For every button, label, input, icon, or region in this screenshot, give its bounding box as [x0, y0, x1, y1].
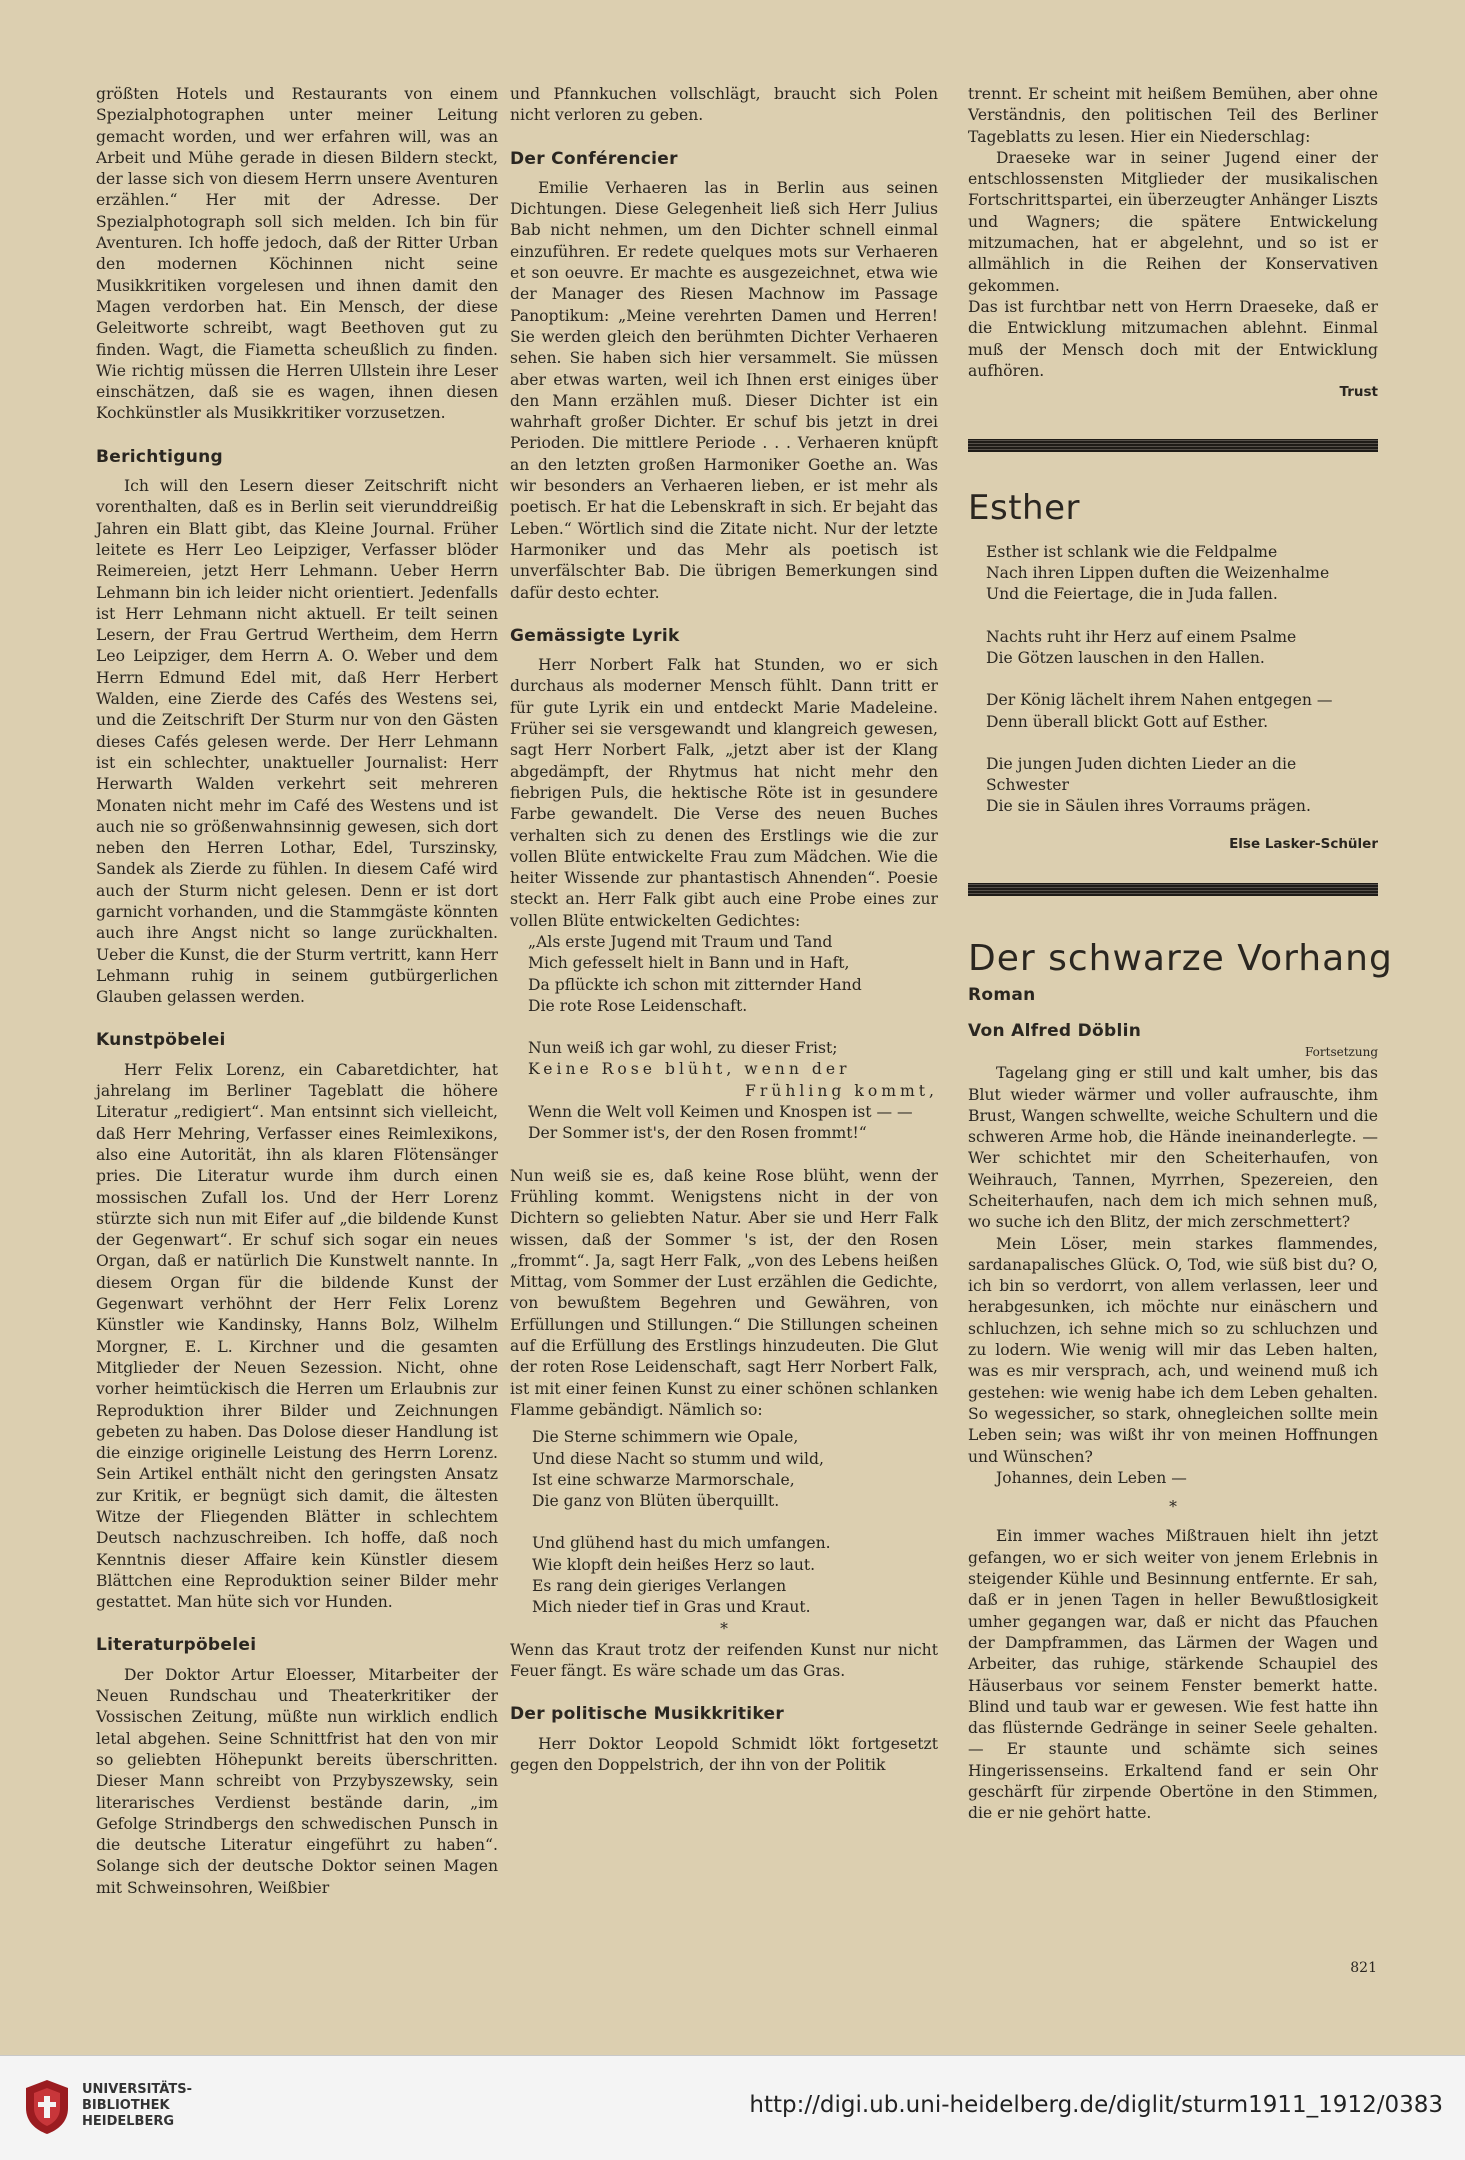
- poem-line: Und die Feiertage, die in Juda fallen.: [986, 585, 1278, 604]
- signature-lasker-schueler: Else Lasker-Schüler: [1229, 835, 1378, 852]
- heading-literaturpoebelei: Literaturpöbelei: [96, 1635, 257, 1656]
- footer-bar: [0, 2055, 1465, 2160]
- poem-line: Die ganz von Blüten überquillt.: [532, 1492, 780, 1511]
- column-left: [96, 84, 498, 1899]
- quoted-verse: [532, 1427, 938, 1618]
- divider-rule: [968, 883, 1378, 896]
- poem-line: Mich gefesselt hielt in Bann und in Haft,: [528, 954, 850, 973]
- column-middle: [510, 84, 938, 1776]
- quote-paragraph: Draeseke war in seiner Jugend einer der entschlossensten Mitglieder der musikalischen Fortschrittspartei, ein überzeugter Anhänger Liszts und Wagners; die spätere Entwickelung mitzumachen, hat er abgelehnt, und so ist er allmählich in die Reihen der Konservativen gekommen.: [968, 148, 1378, 295]
- paragraph: Ich will den Lesern dieser Zeitschrift nicht vorenthalten, daß es in Berlin seit vierunddreißig Jahren ein Blatt gibt, das Kleine Journal. Früher leitete es Herr Leo Leipziger, Verfasser blöder Reimereien, jetzt Herr Lehmann. Ueber Herrn Lehmann bin ich leider nicht orientiert. Jedenfalls ist Herr Lehmann nicht aktuell. Er teilt seinen Lesern, der Frau Gertrud Wertheim, dem Herrn Leo Leipziger, dem Herrn A. O. Weber und dem Herrn Edmund Edel mit, daß Herr Herbert Walden, eine Zierde des Cafés des Westens sei, und die Zeitschrift Der Sturm nur von den Gästen dieses Cafés gelesen werde. Der Herr Lehmann ist ein schlechter, unaktueller Journalist: Herr Herwarth Walden verkehrt seit mehreren Monaten nicht mehr im Café des Westens und ist auch nie so größenwahnsinnig gewesen, sich dort neben den Herren Lothar, Edel, Turszinsky, Sandek als Zierde zu fühlen. In diesem Café wird auch der Sturm nicht gelesen. Denn er ist dort garnicht vorhanden, und die Stammgäste könnten auch ihre Angst nicht so lange zurückhalten. Ueber die Kunst, die der Sturm vertritt, kann Herr Lehmann ruhig in seinem gutbürgerlichen Glauben gelassen werden.: [96, 477, 498, 1007]
- paragraph: Herr Norbert Falk hat Stunden, wo er sich durchaus als moderner Mensch fühlt. Dann tritt er für gute Lyrik ein und entdeckt Marie Madeleine. Früher sei sie versgewandt und klangreich gewesen, sagt Herr Norbert Falk, „jetzt aber ist der Klang abgedämpft, der Rhytmus hat nicht mehr den fiebrigen Puls, die hektische Röte ist in gesundere Farbe gewandelt. Die Verse des neuen Buches verhalten sich zu denen des Erstlings wie die zur vollen Blüte entwickelte Frau zum Mädchen. Wie die heiter Wissende zur phantastisch Ahnenden“. Poesie steckt an. Herr Falk gibt auch eine Probe eines zur vollen Blüte entwickelten Gedichtes:: [510, 656, 938, 930]
- poem-line: Und glühend hast du mich umfangen.: [532, 1534, 831, 1553]
- paragraph: Emilie Verhaeren las in Berlin aus seinen Dichtungen. Diese Gelegenheit ließ sich Herr Julius Bab nicht nehmen, um den Dichter schnell einmal einzuführen. Er redete quelques mots sur Verhaeren et son oeuvre. Er machte es ausgezeichnet, etwa wie der Manager des Riesen Machnow im Passage Panoptikum: „Meine verehrten Damen und Herren! Sie werden gleich den berühmten Dichter Verhaeren sehen. Sie haben sich hier versammelt. Sie müssen aber etwas warten, weil ich Ihnen erst einiges über den Mann erzählen muß. Dieser Dichter ist ein wahrhaft großer Dichter. Er schuf bis jetzt in drei Perioden. Die mittlere Periode . . . Verhaeren knüpft an den letzten großen Harmoniker Goethe an. Was wir besonders an Verhaeren lieben, er ist mehr als poetisch. Er hat die Lebenskraft in sich. Er bejaht das Leben.“ Wörtlich sind die Zitate nicht. Nur der letzte Harmoniker und das Mehr als poetisch ist unverfälschter Bab. Die übrigen Bemerkungen sind dafür desto echter.: [510, 178, 938, 602]
- poem-line: Nach ihren Lippen duften die Weizenhalme: [986, 564, 1330, 583]
- heading-gemaessigte-lyrik: Gemässigte Lyrik: [510, 625, 680, 646]
- poem-line: Mich nieder tief in Gras und Kraut.: [532, 1598, 811, 1617]
- page-number: 821: [1350, 1960, 1377, 1976]
- poem-line: Die jungen Juden dichten Lieder an die Schwester: [986, 754, 1297, 795]
- section-star: *: [1169, 1498, 1177, 1517]
- poem-line: Wie klopft dein heißes Herz so laut.: [532, 1555, 816, 1574]
- signature-trust: Trust: [1339, 384, 1378, 401]
- poem-line: Die rote Rose Leidenschaft.: [528, 996, 748, 1015]
- paragraph: und Pfannkuchen vollschlägt, braucht sich Polen nicht verloren zu geben.: [510, 85, 938, 125]
- heading-berichtigung: Berichtigung: [96, 446, 223, 467]
- poem-title-esther: Esther: [968, 488, 1080, 529]
- poem-line: Da pflückte ich schon mit zitternder Hand: [528, 975, 862, 994]
- paragraph: Tagelang ging er still und kalt umher, bis das Blut wieder wärmer und voller aufrauschte, ihm Brust, Wangen schwellte, weiche Schultern und die schweren Arme hob, die Hände ineinanderlegte. — Wer schichtet mir den Scheiterhaufen, von Weihrauch, Tannen, Myrrhen, Spezereien, den Scheiterhaufen, nach dem ich mich sehnen muß, wo suche ich den Blitz, der mich zerschmettert?: [968, 1064, 1378, 1232]
- paragraph: Der Doktor Artur Eloesser, Mitarbeiter der Neuen Rundschau und Theaterkritiker der Vossischen Zeitung, müßte nun wirklich endlich letal abgehen. Seine Schnittfrist hat den von mir so geliebten Höhepunkt bereits überschritten. Dieser Mann schreibt von Przybyszewsky, sein literarisches Verdienst bestände darin, „im Gefolge Strindbergs den schwedischen Punsch in die deutsche Literatur eingeführt zu haben“. Solange sich der deutsche Doktor seinen Magen mit Schweinsohren, Weißbier: [96, 1665, 498, 1897]
- paragraph: trennt. Er scheint mit heißem Bemühen, aber ohne Verständnis, den politischen Teil des Berliner Tageblatts zu lesen. Hier ein Niederschlag:: [968, 85, 1378, 146]
- poem-line: Nachts ruht ihr Herz auf einem Psalme: [986, 627, 1297, 646]
- quoted-poem: [528, 932, 938, 1145]
- paragraph: Ein immer waches Mißtrauen hielt ihn jetzt gefangen, wo er sich weiter von jenem Erlebnis in steigender Kühle und Besinnung entfernte. Er sah, daß er in jenen Tagen in heller Bewußtlosigkeit umher gegangen war, daß er nicht das Pfauchen der Dampframmen, das Lärmen der Wagen und Arbeiter, das ruhige, stärkende Schaupiel des Häuserbaus vor seinem Fenster bemerkt hatte. Blind und taub war er gewesen. Wie fest hatte ihn das flüsternde Gedränge in seiner Seele gehalten. — Er staunte und schämte sich seines Hingerissenseins. Erkaltend fand er sein Ohr geschärft für zirpende Obertöne in den Stimmen, die er nie gehört hatte.: [968, 1527, 1378, 1823]
- poem-esther: [986, 542, 1378, 818]
- poem-line: Die Götzen lauschen in den Hallen.: [986, 648, 1265, 667]
- paragraph: Das ist furchtbar nett von Herrn Draeseke, daß er die Entwicklung mitzumachen ablehnt. Einmal muß der Mensch doch mit der Entwicklung aufhören.: [968, 297, 1378, 380]
- novel-author: Von Alfred Döblin: [968, 1020, 1142, 1041]
- poem-line: Wenn die Welt voll Keimen und Knospen ist — —: [528, 1103, 913, 1122]
- poem-line: Ist eine schwarze Marmorschale,: [532, 1470, 795, 1489]
- poem-line: Der König lächelt ihrem Nahen entgegen —: [986, 691, 1333, 710]
- section-star: *: [720, 1619, 728, 1638]
- poem-line: Nun weiß ich gar wohl, zu dieser Frist;: [528, 1039, 838, 1058]
- university-seal-icon: [24, 2078, 70, 2136]
- heading-kunstpoebelei: Kunstpöbelei: [96, 1030, 226, 1051]
- poem-line: Und diese Nacht so stumm und wild,: [532, 1449, 824, 1468]
- poem-line: Keine Rose blüht, wenn der: [528, 1060, 851, 1079]
- paragraph: Wenn das Kraut trotz der reifenden Kunst nur nicht Feuer fängt. Es wäre schade um das Gras.: [510, 1640, 938, 1681]
- novel-genre: Roman: [968, 985, 1036, 1006]
- column-right: [968, 84, 1393, 1825]
- poem-line: Es rang dein gieriges Verlangen: [532, 1577, 787, 1595]
- poem-line: Die Sterne schimmern wie Opale,: [532, 1428, 799, 1447]
- paragraph: Nun weiß sie es, daß keine Rose blüht, wenn der Frühling kommt. Wenigstens nicht in der von Dichtern so geliebten Natur. Aber sie und Herr Falk wissen, daß der Sommer 's ist, der den Rosen „frommt“. Ja, sagt Herr Falk, „von des Lebens heißen Mittag, vom Sommer der Lust erzählen die Gedichte, von bewußtem Begehren und Gewähren, von Erfüllungen und Stillungen.“ Die Stillungen scheinen auf die Erfüllung des Erstlings hinzudeuten. Die Glut der roten Rose Leidenschaft, sagt Herr Norbert Falk, ist mit einer feinen Kunst zu einer schönen schlanken Flamme gebändigt. Nämlich so:: [510, 1166, 938, 1419]
- poem-line: Esther ist schlank wie die Feldpalme: [986, 542, 1278, 561]
- paragraph: Mein Löser, mein starkes flammendes, sardanapalisches Glück. O, Tod, wie süß bist du? O, ich bin so verdorrt, von allem verlassen, leer und herabgesunken, ich möchte nur einäschern und schluchzen, ich sehne mich so zu schluchzen und zu lodern. Wie wenig will mir das Leben halten, was es mir versprach, ach, und weinend muß ich gestehen: wie wenig habe ich dem Leben gehalten. So wegessicher, so stark, ohnegleichen sollte mein Leben sein; was wißt ihr von meinen Hoffnungen und Wünschen?: [968, 1234, 1378, 1466]
- poem-line: Frühling kommt,: [745, 1081, 938, 1100]
- library-name: UNIVERSITÄTS- BIBLIOTHEK HEIDELBERG: [82, 2082, 192, 2129]
- paragraph: Johannes, dein Leben —: [996, 1468, 1187, 1487]
- poem-line: Der Sommer ist's, der den Rosen frommt!“: [528, 1124, 867, 1143]
- novel-title: Der schwarze Vorhang: [968, 938, 1393, 980]
- paragraph: Herr Felix Lorenz, ein Cabaretdichter, hat jahrelang im Berliner Tageblatt die höhere Literatur „redigiert“. Man entsinnt sich vielleicht, daß Herr Mehring, Verfasser eines Reimlexikons, also eine Autorität, ihn als klaren Flötensänger pries. Die Literatur wurde ihm durch einen mossischen Zufall los. Und der Herr Lorenz stürzte sich nun mit Eifer auf „die bildende Kunst der Gegenwart“. Er schuf sich sogar ein neues Organ, daß er natürlich Die Kunstwelt nannte. In diesem Organ für die bildende Kunst der Gegenwart verhöhnt der Herr Felix Lorenz Künstler wie Kandinsky, Hanns Bolz, Wilhelm Morgner, E. L. Kirchner und die gesamten Mitglieder der Neuen Sezession. Nicht, ohne vorher heimtückisch die Herren um Erlaubnis zur Reproduktion ihrer Bilder und Zeichnungen gebeten zu haben. Das Dolose dieser Handlung ist die einzige originelle Leistung des Herrn Lorenz. Sein Artikel enthält nicht den geringsten Ansatz zur Kritik, er begnügt sich damit, die ältesten Witze der Fliegenden Blätter in schlechtem Deutsch nachzuschreiben. Ich hoffe, daß noch Kenntnis dieser Affaire kein Künstler diesem Blättchen eine Reproduktion seiner Bilder mehr gestattet. Man hüte sich vor Hunden.: [96, 1060, 498, 1612]
- continuation-note: Fortsetzung: [1305, 1044, 1378, 1059]
- heading-politische-musikkritiker: Der politische Musikkritiker: [510, 1704, 785, 1725]
- poem-line: Denn überall blickt Gott auf Esther.: [986, 712, 1269, 731]
- divider-rule: [968, 439, 1378, 452]
- poem-line: Die sie in Säulen ihres Vorraums prägen.: [986, 797, 1311, 816]
- heading-conferencier: Der Conférencier: [510, 148, 678, 169]
- paragraph: größten Hotels und Restaurants von einem Spezialphotographen unter meiner Leitung gemacht worden, und wer erfahren will, was an Arbeit und Mühe gerade in diesen Bildern steckt, der lasse sich von diesem Herrn unsere Aventuren erzählen.“ Her mit der Adresse. Der Spezialphotograph soll sich melden. Ich bin für Aventuren. Ich hoffe jedoch, daß der Ritter Urban den modernen Köchinnen nicht seine Musikkritiken vorgelesen und ihnen damit den Magen verdorben hat. Ein Mensch, der diese Geleitworte schreibt, wagt Beethoven gut zu finden. Wagt, die Fiametta scheußlich zu finden. Wie richtig müssen die Herren Ullstein ihre Leser einschätzen, daß sie es wagen, ihnen diesen Kochkünstler als Musikkritiker vorzusetzen.: [96, 85, 498, 423]
- poem-line: „Als erste Jugend mit Traum und Tand: [528, 932, 833, 951]
- source-url[interactable]: http://digi.ub.uni-heidelberg.de/diglit/sturm1911_1912/0383: [749, 2092, 1443, 2118]
- paragraph: Herr Doktor Leopold Schmidt lökt fortgesetzt gegen den Doppelstrich, der ihn von der Politik: [510, 1734, 938, 1775]
